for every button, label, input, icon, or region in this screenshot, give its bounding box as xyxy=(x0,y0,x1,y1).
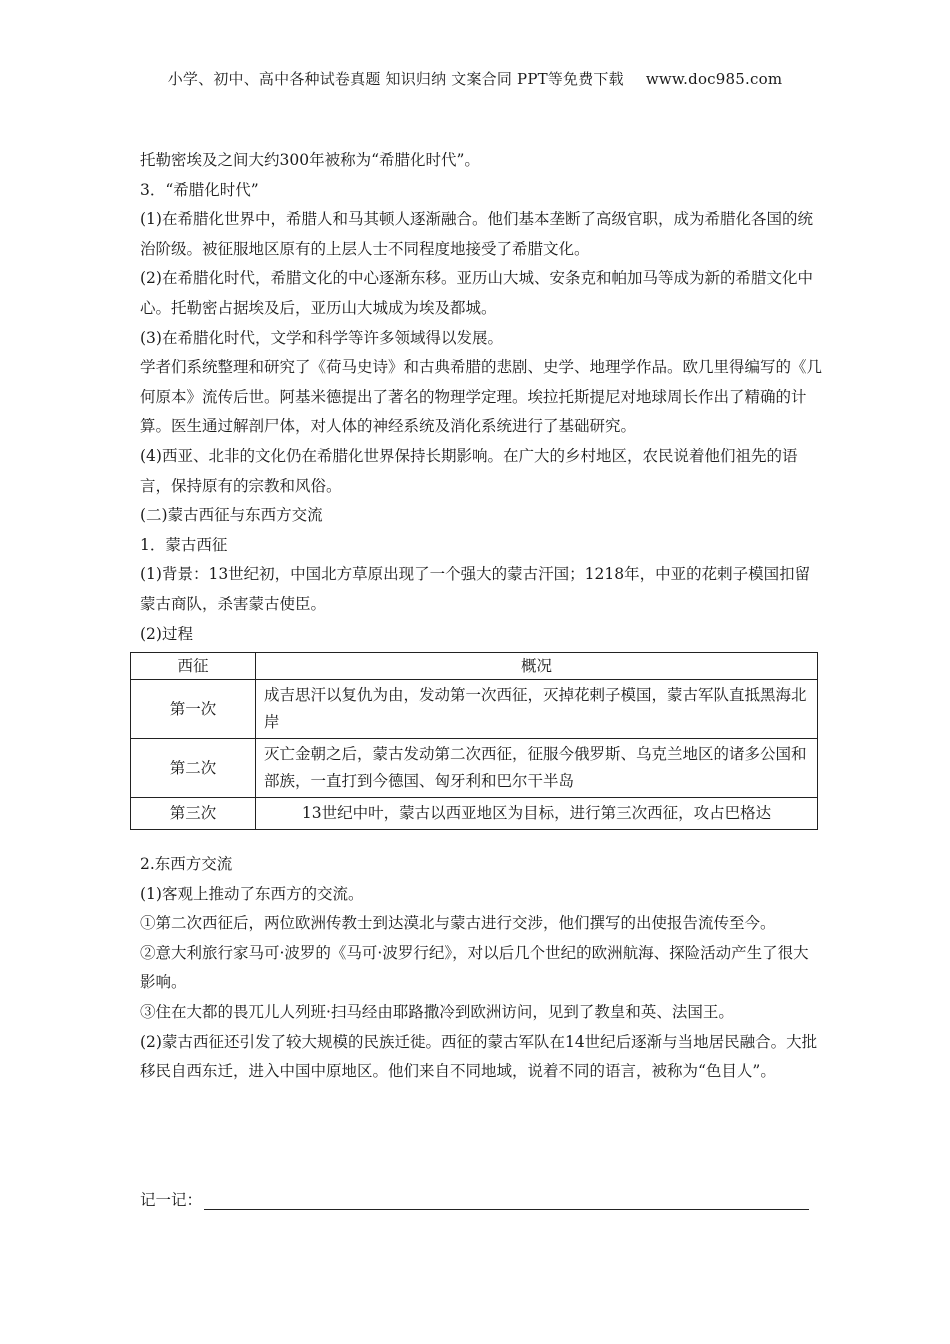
table-header-row xyxy=(131,653,818,680)
document-body xyxy=(140,146,824,1087)
paragraph: (3)在希腊化时代，文学和科学等许多领域得以发展。 xyxy=(140,328,503,347)
table-cell-desc: 成吉思汗以复仇为由，发动第一次西征，灭掉花剌子模国，蒙古军队直抵黑海北岸 xyxy=(256,680,818,739)
table-row xyxy=(131,680,818,739)
paragraph: 托勒密埃及之间大约300年被称为“希腊化时代”。 xyxy=(140,151,480,169)
section-heading: 3．“希腊化时代” xyxy=(140,180,259,199)
note-line[interactable] xyxy=(204,1193,809,1210)
paragraph: (1)背景：13世纪初，中国北方草原出现了一个强大的蒙古汗国；1218年，中亚的花剌子模国扣留蒙古商队，杀害蒙古使臣。 xyxy=(140,565,811,613)
section-heading: 1．蒙古西征 xyxy=(140,535,228,554)
paragraph: ③住在大都的畏兀儿人列班·扫马经由耶路撒冷到欧洲访问，见到了教皇和英、法国王。 xyxy=(140,1003,734,1022)
paragraph: ②意大利旅行家马可·波罗的《马可·波罗行纪》，对以后几个世纪的欧洲航海、探险活动产生了很大影响。 xyxy=(140,943,809,992)
table-cell-name: 第一次 xyxy=(131,680,256,739)
paragraph: (2)蒙古西征还引发了较大规模的民族迁徙。西征的蒙古军队在14世纪后逐渐与当地居民融合。大批移民自西东迁，进入中国中原地区。他们来自不同地域，说着不同的语言，被称为“色目人”。 xyxy=(140,1032,818,1081)
paragraph: (1)客观上推动了东西方的交流。 xyxy=(140,884,364,903)
table-cell-name: 第三次 xyxy=(131,798,256,830)
table-row xyxy=(131,798,818,830)
paragraph: 学者们系统整理和研究了《荷马史诗》和古典希腊的悲剧、史学、地理学作品。欧几里得编写的《几何原本》流传后世。阿基米德提出了著名的物理学定理。埃拉托斯提尼对地球周长作出了精确的计算。医生通过解剖尸体，对人体的神经系统及消化系统进行了基础研究。 xyxy=(140,358,823,436)
paragraph: ①第二次西征后，两位欧洲传教士到达漠北与蒙古进行交涉，他们撰写的出使报告流传至今。 xyxy=(140,914,776,933)
paragraph: (2)过程 xyxy=(140,624,193,643)
paragraph: (2)在希腊化时代，希腊文化的中心逐渐东移。亚历山大城、安条克和帕加马等成为新的希腊文化中心。托勒密占据埃及后，亚历山大城成为埃及都城。 xyxy=(140,269,813,317)
table-header-cell: 西征 xyxy=(131,653,256,680)
section-heading: (二)蒙古西征与东西方交流 xyxy=(140,506,323,525)
table-row xyxy=(131,739,818,798)
note-area xyxy=(140,1188,809,1210)
page-header xyxy=(0,68,950,89)
paragraph: (1)在希腊化世界中，希腊人和马其顿人逐渐融合。他们基本垄断了高级官职，成为希腊化各国的统治阶级。被征服地区原有的上层人士不同程度地接受了希腊文化。 xyxy=(140,210,813,258)
header-site: www.doc985.com xyxy=(645,70,783,88)
table-cell-desc: 灭亡金朝之后，蒙古发动第二次西征，征服今俄罗斯、乌克兰地区的诸多公国和部族，一直打到今德国、匈牙利和巴尔干半岛 xyxy=(256,739,818,798)
table-cell-desc: 13世纪中叶，蒙古以西亚地区为目标，进行第三次西征，攻占巴格达 xyxy=(256,798,818,830)
table-header-cell: 概况 xyxy=(256,653,818,680)
header-text: 小学、初中、高中各种试卷真题 知识归纳 文案合同 PPT等免费下载 xyxy=(167,70,624,88)
section-heading: 2.东西方交流 xyxy=(140,855,233,874)
paragraph: (4)西亚、北非的文化仍在希腊化世界保持长期影响。在广大的乡村地区，农民说着他们祖先的语言，保持原有的宗教和风俗。 xyxy=(140,446,798,495)
campaign-table xyxy=(130,652,818,830)
table-cell-name: 第二次 xyxy=(131,739,256,798)
note-label: 记一记： xyxy=(140,1191,203,1209)
